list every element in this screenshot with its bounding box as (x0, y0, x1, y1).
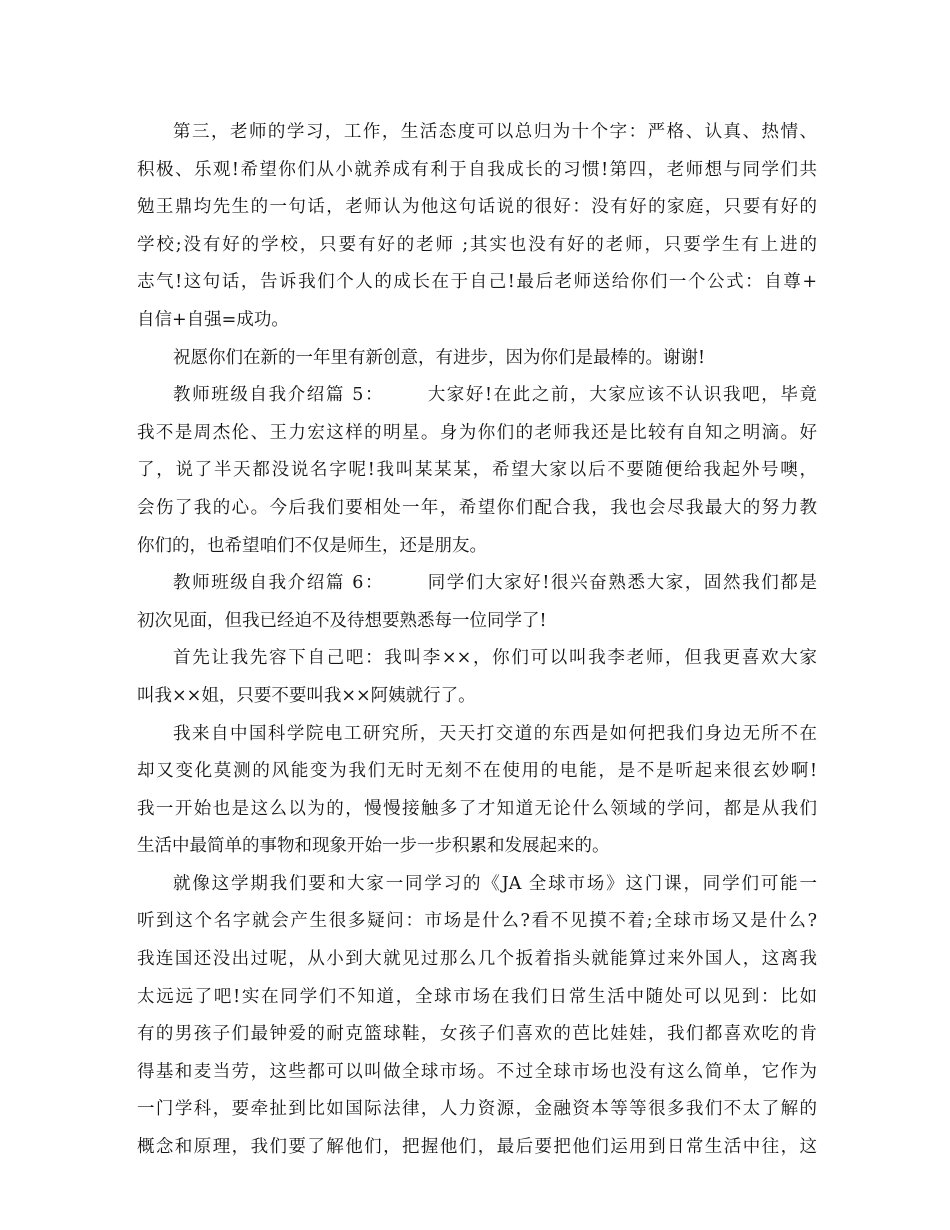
text-line: 你们的，也希望咱们不仅是师生，还是朋友。 (137, 535, 487, 556)
text-line: 概念和原理，我们要了解他们，把握他们，最后要把他们运用到日常生活中往，这 (137, 1137, 817, 1158)
text-line: 志气!这句话，告诉我们个人的成长在于自己!最后老师送给你们一个公式：自尊+ (137, 272, 817, 293)
section-text: 大家好!在此之前，大家应该不认识我吧，毕竟 (426, 385, 818, 406)
section-text: 同学们大家好!很兴奋熟悉大家，固然我们都是 (426, 573, 818, 594)
text-line: 太远远了吧!实在同学们不知道，全球市场在我们日常生活中随处可以见到：比如 (137, 986, 817, 1007)
section-heading-line (137, 565, 817, 603)
text-line: 我来自中国科学院电工研究所，天天打交道的东西是如何把我们身边无所不在 (173, 723, 817, 744)
text-line: 就像这学期我们要和大家一同学习的《JA 全球市场》这门课，同学们可能一 (173, 873, 817, 894)
text-line: 我一开始也是这么以为的，慢慢接触多了才知道无论什么领域的学问，都是从我们 (137, 798, 817, 819)
text-line: 得基和麦当劳，这些都可以叫做全球市场。不过全球市场也没有这么简单，它作为 (137, 1061, 817, 1082)
section-heading-line (137, 377, 817, 415)
text-line: 祝愿你们在新的一年里有新创意，有进步，因为你们是最棒的。谢谢! (173, 347, 706, 368)
text-line: 积极、乐观!希望你们从小就养成有利于自我成长的习惯!第四，老师想与同学们共 (137, 159, 817, 180)
text-line: 有的男孩子们最钟爱的耐克篮球鞋，女孩子们喜欢的芭比娃娃，我们都喜欢吃的肯 (137, 1024, 817, 1045)
text-line: 生活中最简单的事物和现象开始一步一步积累和发展起来的。 (137, 836, 610, 857)
text-line: 一门学科，要牵扯到比如国际法律，人力资源，金融资本等等很多我们不太了解的 (137, 1099, 817, 1120)
text-line: 会伤了我的心。今后我们要相处一年，希望你们配合我，我也会尽我最大的努力教 (137, 497, 817, 518)
text-line: 初次见面，但我已经迫不及待想要熟悉每一位同学了! (137, 610, 547, 631)
text-line: 了，说了半天都没说名字呢!我叫某某某，希望大家以后不要随便给我起外号噢， (137, 460, 817, 481)
text-line: 我连国还没出过呢，从小到大就见过那么几个扳着指头就能算过来外国人，这离我 (137, 949, 817, 970)
text-line: 听到这个名字就会产生很多疑问：市场是什么?看不见摸不着;全球市场又是什么? (137, 911, 817, 932)
text-line: 学校;没有好的学校，只要有好的老师 ;其实也没有好的老师，只要学生有上进的 (137, 234, 817, 255)
text-line: 却又变化莫测的风能变为我们无时无刻不在使用的电能，是不是听起来很玄妙啊! (137, 761, 817, 782)
text-line: 勉王鼎均先生的一句话，老师认为他这句话说的很好：没有好的家庭，只要有好的 (137, 197, 817, 218)
text-line: 自信+自强=成功。 (137, 309, 289, 330)
text-line: 首先让我先容下自己吧：我叫李××，你们可以叫我李老师，但我更喜欢大家 (173, 648, 817, 669)
document-page (137, 114, 817, 1167)
text-line: 我不是周杰伦、王力宏这样的明星。身为你们的老师我还是比较有自知之明滴。好 (137, 422, 817, 443)
text-line: 第三，老师的学习，工作，生活态度可以总归为十个字：严格、认真、热情、 (173, 122, 817, 142)
section-heading: 教师班级自我介绍篇 6： (173, 573, 385, 594)
text-line: 叫我××姐，只要不要叫我××阿姨就行了。 (137, 685, 476, 706)
section-heading: 教师班级自我介绍篇 5： (173, 385, 385, 406)
